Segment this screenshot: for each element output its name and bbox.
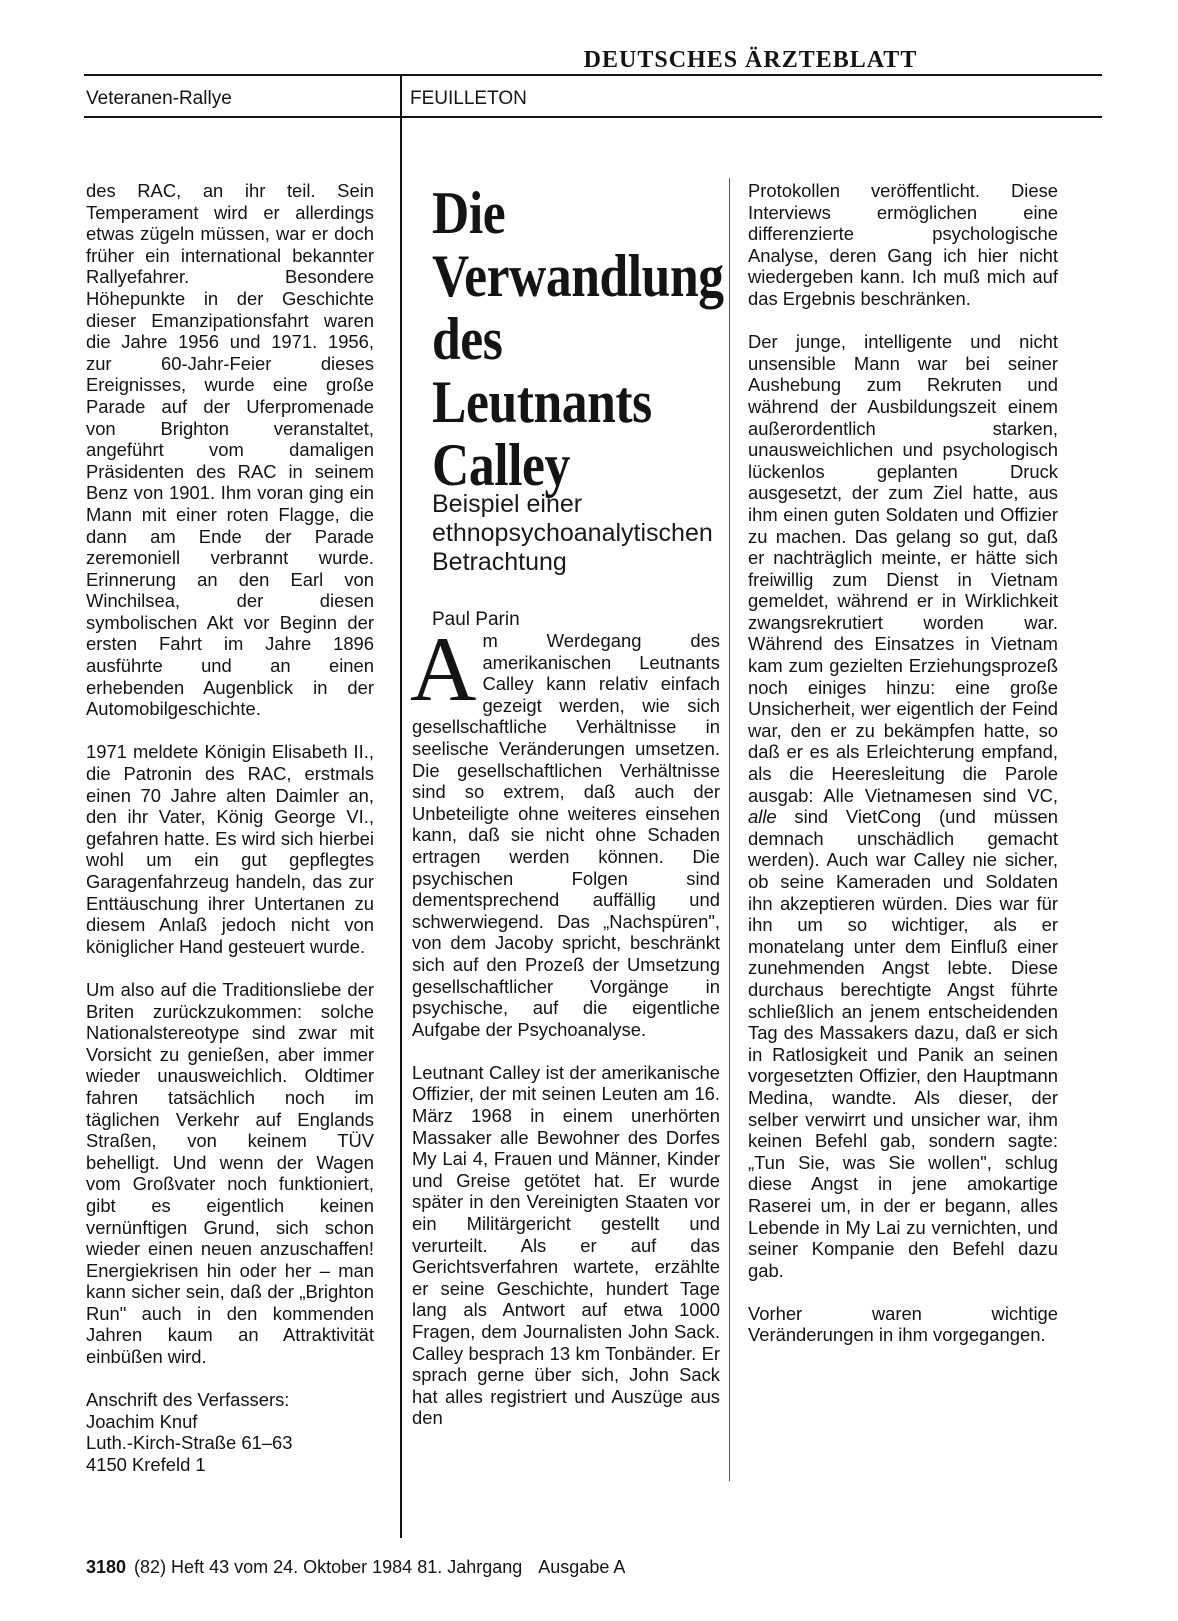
subtitle-line: ethnopsychoanalytischen — [432, 519, 713, 547]
address-street: Luth.-Kirch-Straße 61–63 — [86, 1432, 293, 1454]
page-number: 3180 — [86, 1557, 127, 1577]
address-label: Anschrift des Verfassers: — [86, 1389, 290, 1411]
right-column — [748, 180, 1058, 1346]
masthead: DEUTSCHES ÄRZTEBLATT — [583, 47, 918, 73]
title-line: Leutnants — [432, 369, 652, 435]
issue-info: (82) Heft 43 vom 24. Oktober 1984 81. Jahrgang — [134, 1557, 523, 1577]
right-paragraph-2-part2: sind VietCong (und müssen demnach unschädlich gemacht werden). Auch war Calley nie sicher, ob seine Kameraden und Soldaten ihn akzeptieren würden. Dies war für ihn um so wichtiger, als er monatelang unter dem Einfluß einer zunehmenden Angst lebte. Diese durchaus berechtigte Angst führte schließlich an jenem entscheidenden Tag des Massakers dazu, daß er sich in Ratlosigkeit und Panik an seinen vorgesetzten Offizier, den Hauptmann Medina, wandte. Als dieser, der selber verwirrt und unsicher war, ihm keinen Befehl gab, sondern sagte: „Tun Sie, was Sie wollen", schlug diese Angst in jene amokartige Raserei um, in der er begann, alles Lebende in My Lai zu vernichten, und seiner Kompanie den Befehl dazu gab. — [748, 806, 1058, 1281]
page-footer — [86, 1556, 625, 1578]
right-paragraph-2 — [748, 331, 1058, 1281]
section-label-left: Veteranen-Rallye — [86, 88, 232, 109]
subtitle-line: Betrachtung — [432, 548, 567, 576]
address-city: 4150 Krefeld 1 — [86, 1454, 206, 1476]
section-label-right: FEUILLETON — [410, 88, 527, 109]
drop-cap: A — [410, 618, 477, 720]
edition-label: Ausgabe A — [538, 1557, 626, 1577]
right-paragraph-2-part1: Der junge, intelligente und nicht unsensible Mann war bei seiner Aushebung zum Rekruten und während der Ausbildungszeit einem außerordentlich starken, unausweichlichen und psychologisch lückenlos geplanten Druck ausgesetzt, der zum Ziel hatte, aus ihm einen guten Soldaten und Offizier zu machen. Das gelang so gut, daß er nachträglich meinte, er hätte sich freiwillig zum Dienst in Vietnam gemeldet, während er in Wirklichkeit zwangsrekrutiert worden war. Während des Einsatzes in Vietnam kam zum gezielten Erziehungsprozeß noch einiges hinzu: eine große Unsicherheit, wer eigentlich der Feind war, den er zu bekämpfen hatte, so daß er es als Erleichterung empfand, als die Heeresleitung die Parole ausgab: Alle Vietnamesen sind VC, — [748, 331, 1058, 806]
left-paragraph-2: 1971 meldete Königin Elisabeth II., die Patronin des RAC, erstmals einen 70 Jahre alten Daimler an, den ihr Vater, König George VI., gefahren hatte. Es wird sich hierbei wohl um ein gut gepflegtes Garagenfahrzeug handeln, das zur Enttäuschung ihrer Untertanen zu diesem Anlaß jedoch nicht von königlicher Hand gesteuert wurde. — [86, 741, 374, 957]
right-paragraph-1: Protokollen veröffentlicht. Diese Interviews ermöglichen eine differenzierte psychologische Analyse, deren Gang ich hier nicht wiedergeben kann. Ich muß mich auf das Ergebnis beschränken. — [748, 180, 1058, 309]
column-divider-vertical — [400, 76, 402, 1538]
left-paragraph-1: des RAC, an ihr teil. Sein Temperament wird er allerdings etwas zügeln müssen, war er doch früher ein international bekannter Rallyefahrer. Besondere Höhepunkte in der Geschichte dieser Emanzipationsfahrt waren die Jahre 1956 und 1971. 1956, zur 60-Jahr-Feier dieses Ereignisses, wurde eine große Parade auf der Uferpromenade von Brighton veranstaltet, angeführt vom damaligen Präsidenten des RAC in seinem Benz von 1901. Ihm voran ging ein Mann mit einer roten Flagge, die dann am Ende der Parade zeremoniell verbrannt wurde. Erinnerung an den Earl von Winchilsea, der diesen symbolischen Akt vor Beginn der ersten Fahrt im Jahre 1896 ausführte und an einen erhebenden Augenblick in der Automobilgeschichte. — [86, 180, 374, 720]
header-bottom-rule — [84, 116, 1102, 118]
left-paragraph-3: Um also auf die Traditionsliebe der Briten zurückzukommen: solche Nationalstereotype sind zwar mit Vorsicht zu genießen, aber immer wieder unausweichlich. Oldtimer fahren tatsächlich noch im täglichen Verkehr auf Englands Straßen, von keinem TÜV behelligt. Und wenn der Wagen vom Großvater noch funktioniert, gibt es eigentlich keinen vernünftigen Grund, sich schon wieder einen neuen anzuschaffen! Energiekrisen hin oder her – man kann sicher sein, daß der „Brighton Run" auch in den kommenden Jahren kaum an Attraktivität einbüßen wird. — [86, 978, 374, 1368]
right-paragraph-3: Vorher waren wichtige Veränderungen in ihm vorgegangen. — [748, 1302, 1058, 1346]
left-column — [86, 180, 374, 1476]
middle-paragraph-2: Leutnant Calley ist der amerikanische Offizier, der mit seinen Leuten am 16. März 1968 in einem unerhörten Massaker alle Bewohner des Dorfes My Lai 4, Frauen und Männer, Kinder und Greise getötet hat. Er wurde später in den Vereinigten Staaten vor ein Militärgericht gestellt und verurteilt. Als er auf das Gerichtsverfahren wartete, erzählte er seine Geschichte, hundert Tage lang als Antwort auf etwa 1000 Fragen, dem Journalisten John Sack. Calley besprach 13 km Tonbänder. Er sprach gerne über sich, John Sack hat alles registriert und Auszüge aus den — [412, 1061, 720, 1429]
title-line: des — [432, 306, 503, 372]
title-line: Verwandlung — [432, 243, 724, 309]
address-name: Joachim Knuf — [86, 1410, 198, 1432]
header-top-rule — [84, 74, 1102, 76]
title-line: Calley — [432, 432, 570, 498]
column-divider-thin — [729, 178, 730, 1481]
emphasis-alle: alle — [748, 806, 777, 828]
article-title — [432, 180, 724, 498]
author-address — [86, 1389, 374, 1475]
subtitle-line: Beispiel einer — [432, 490, 583, 518]
article-subtitle — [432, 490, 752, 577]
article-author: Paul Parin — [432, 609, 520, 630]
middle-paragraph-1-text: m Werdegang des amerikanischen Leutnants Calley kann relativ einfach gezeigt werden, wie sich gesellschaftliche Verhältnisse in seelische Veränderungen umsetzen. Die gesellschaftlichen Verhältnisse sind so extrem, daß auch der Unbeteiligte ohne weiteres einsehen kann, daß sie nicht ohne Schaden ertragen werden können. Die psychischen Folgen sind dementsprechend auffällig und schwerwiegend. Das „Nachspüren", von dem Jacoby spricht, beschränkt sich auf den Prozeß der Umsetzung gesellschaftlicher Vorgänge in psychische, auf die eigentliche Aufgabe der Psychoanalyse. — [412, 630, 720, 1040]
title-line: Die — [432, 180, 506, 246]
